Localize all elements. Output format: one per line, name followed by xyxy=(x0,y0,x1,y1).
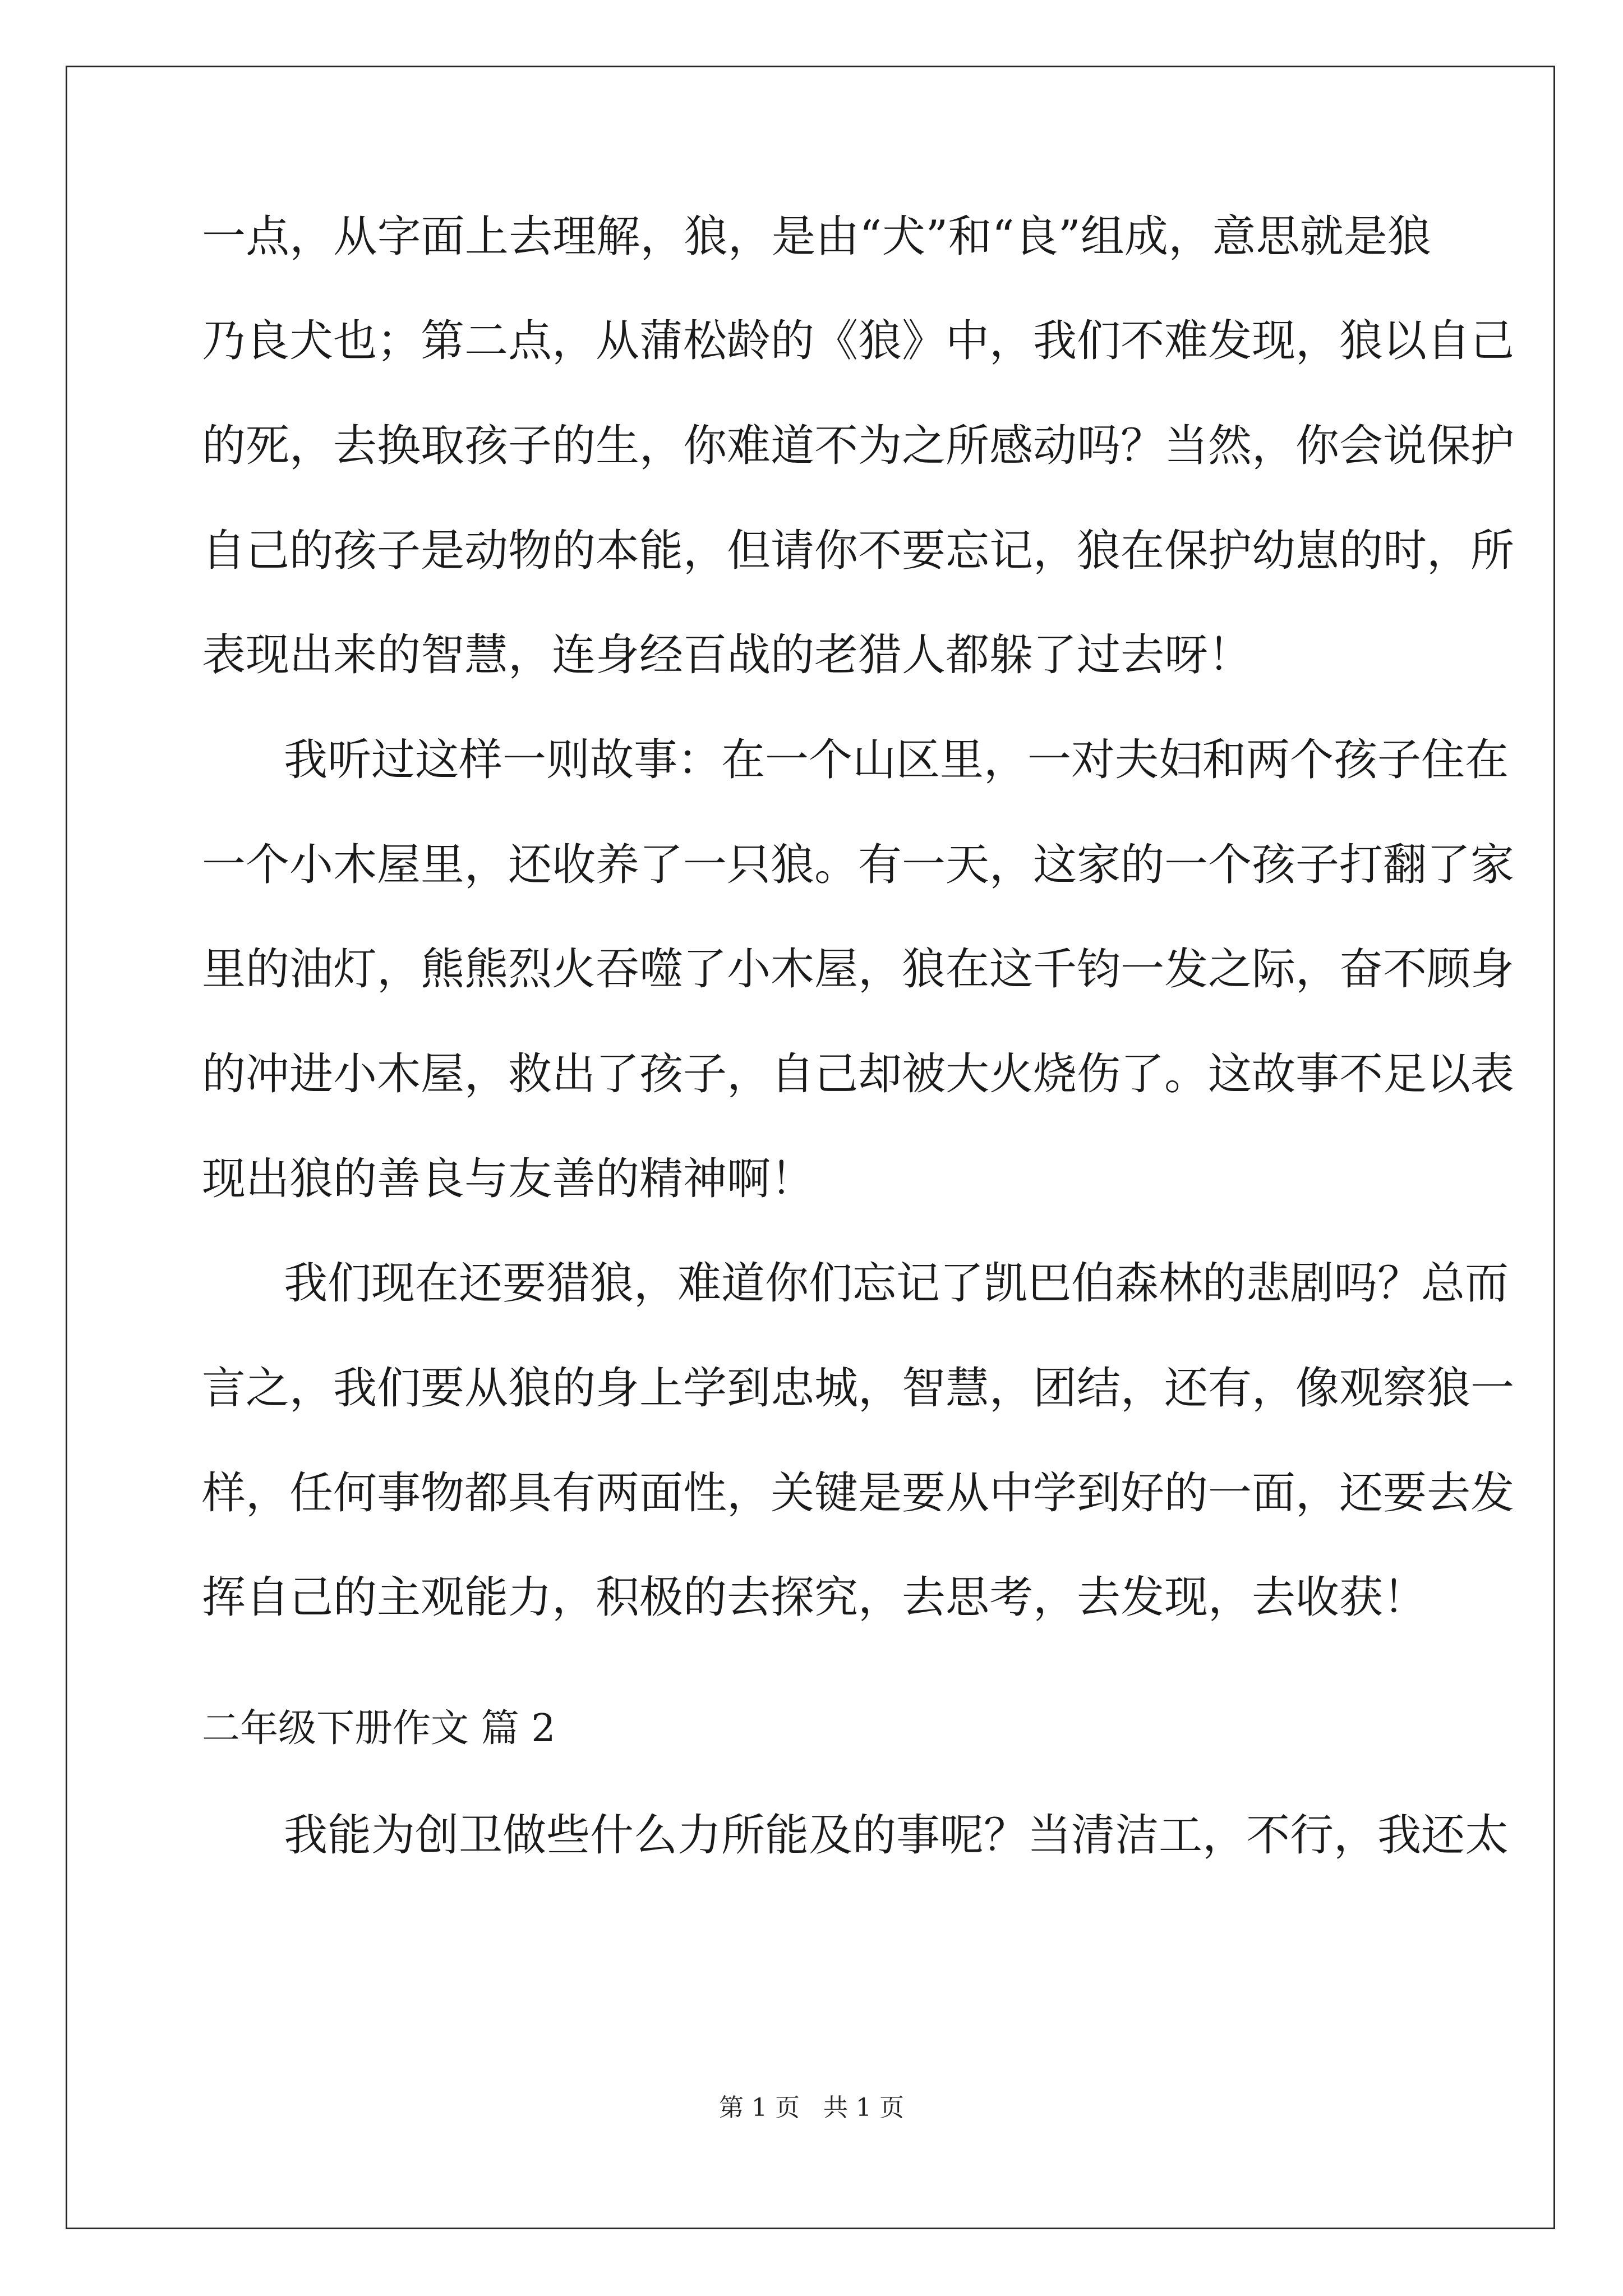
paragraph-line: 乃良犬也；第二点，从蒲松龄的《狼》中，我们不难发现，狼以自己 xyxy=(202,316,1515,366)
paragraph-line: 表现出来的智慧，连身经百战的老猎人都躲了过去呀！ xyxy=(202,630,1252,680)
paragraph-line: 一个小木屋里，还收养了一只狼。有一天，这家的一个孩子打翻了家 xyxy=(202,840,1515,890)
paragraph-line: 的冲进小木屋，救出了孩子，自己却被大火烧伤了。这故事不足以表 xyxy=(202,1049,1515,1099)
paragraph-line: 自己的孩子是动物的本能，但请你不要忘记，狼在保护幼崽的时，所 xyxy=(202,526,1515,576)
paragraph-line: 我们现在还要猎狼，难道你们忘记了凯巴伯森林的悲剧吗？总而 xyxy=(284,1258,1509,1309)
paragraph-line: 一点，从字面上去理解，狼，是由“犬”和“良”组成，意思就是狼 xyxy=(202,211,1431,262)
paragraph-line: 样，任何事物都具有两面性，关键是要从中学到好的一面，还要去发 xyxy=(202,1468,1515,1519)
paragraph-line: 我能为创卫做些什么力所能及的事呢？当清洁工，不行，我还太 xyxy=(284,1810,1509,1861)
paragraph-line: 挥自己的主观能力，积极的去探究，去思考，去发现，去收获！ xyxy=(202,1572,1427,1623)
page-border xyxy=(66,66,1555,2229)
paragraph-line: 的死，去换取孩子的生，你难道不为之所感动吗？当然，你会说保护 xyxy=(202,421,1515,471)
paragraph-line: 里的油灯，熊熊烈火吞噬了小木屋，狼在这千钧一发之际，奋不顾身 xyxy=(202,944,1515,995)
paragraph-line: 现出狼的善良与友善的精神啊！ xyxy=(202,1154,815,1204)
section-heading: 二年级下册作文 篇 2 xyxy=(202,1706,556,1751)
page-footer: 第 1 页 共 1 页 xyxy=(719,2093,904,2122)
paragraph-line: 言之，我们要从狼的身上学到忠城，智慧，团结，还有，像观察狼一 xyxy=(202,1363,1515,1414)
paragraph-line: 我听过这样一则故事：在一个山区里，一对夫妇和两个孩子住在 xyxy=(284,735,1509,785)
